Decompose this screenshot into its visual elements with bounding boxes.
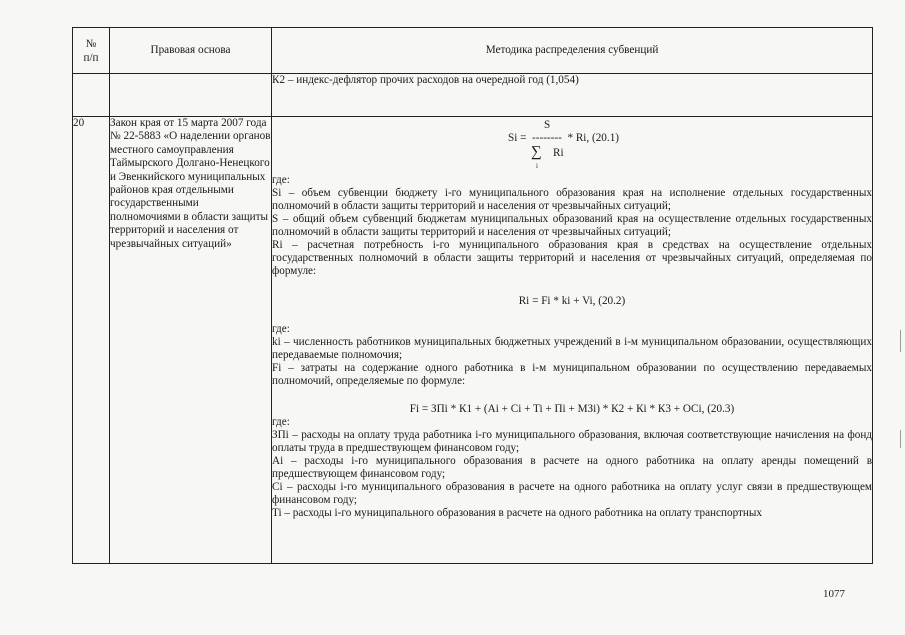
sigma-icon: ∑ bbox=[531, 144, 542, 160]
formula-denominator: Ri bbox=[553, 147, 564, 159]
formula-20-3: Fi = ЗПi * К1 + (Ai + Ci + Ti + Пi + МЗi) * К2 + Кi * К3 + ОСi, (20.3) bbox=[409, 403, 735, 415]
definition-ci: Ci – расходы i-го муниципального образования в расчете на одного работника на оплату услуг связи в предшествующем финансовом году; bbox=[272, 481, 872, 506]
continuation-text: К2 – индекс-дефлятор прочих расходов на очередной год (1,054) bbox=[272, 74, 579, 86]
method-cell bbox=[272, 117, 873, 564]
scan-edge-mark bbox=[900, 330, 901, 352]
gde-label: где: bbox=[272, 174, 290, 186]
header-method: Методика распределения субвенций bbox=[272, 28, 873, 74]
definition-fi: Fi – затраты на содержание одного работника в i-м муниципальном образовании по осуществлению передаваемых полномочий, определяемые по формуле: bbox=[272, 362, 872, 387]
row-num: 20 bbox=[73, 117, 110, 564]
definition-ai: Ai – расходы i-го муниципального образования в расчете на одного работника на оплату аренды помещений в предшествующем финансовом году; bbox=[272, 455, 872, 480]
formula-numerator: S bbox=[544, 119, 551, 131]
subvention-table bbox=[72, 27, 873, 564]
gde-label: где: bbox=[272, 323, 290, 335]
page-number: 1077 bbox=[823, 588, 845, 600]
header-num: № п/п bbox=[73, 28, 110, 74]
formula-20-1 bbox=[272, 117, 872, 174]
definition-ti: Ti – расходы i-го муниципального образования в расчете на одного работника на оплату транспортных bbox=[272, 507, 763, 519]
definition-ki: ki – численность работников муниципальных бюджетных учреждений в i-м муниципальном образовании, осуществляющих передаваемые полномочия; bbox=[272, 336, 872, 361]
formula-sum-index: i bbox=[536, 162, 538, 170]
continuation-num-cell bbox=[73, 74, 110, 117]
formula-fraction-line: Si = -------- * Ri, (20.1) bbox=[508, 132, 620, 144]
definition-zpi: ЗПi – расходы на оплату труда работника i-го муниципального образования, включая соответствующие начисления на фонд оплаты труда в предшествующем финансовом году; bbox=[272, 429, 872, 454]
definition-si: Si – объем субвенции бюджету i-го муниципального образования края на исполнение отдельных государственных полномочий в области защиты территорий и населения от чрезвычайных ситуаций; bbox=[272, 187, 872, 212]
definition-s: S – общий объем субвенций бюджетам муниципальных образований края на осуществление отдельных государственных полномочий в области защиты территорий и населения от чрезвычайных ситуаций; bbox=[272, 213, 872, 238]
table-header-row bbox=[73, 28, 873, 74]
gde-label: где: bbox=[272, 416, 290, 428]
definition-ri: Ri – расчетная потребность i-го муниципального образования края в средствах на осуществление отдельных государственных полномочий в области защиты территорий и населения от чрезвычайных ситуаций, определяемая по формуле: bbox=[272, 239, 872, 277]
header-basis: Правовая основа bbox=[110, 28, 272, 74]
continuation-method-cell bbox=[272, 74, 873, 117]
formula-20-2: Ri = Fi * ki + Vi, (20.2) bbox=[518, 295, 626, 307]
continuation-row bbox=[73, 74, 873, 117]
scan-edge-mark bbox=[900, 430, 901, 448]
legal-basis-text: Закон края от 15 марта 2007 года № 22-5883 «О наделении органов местного самоуправления Таймырского Долгано-Ненецкого и Эвенкийского муниципальных районов края отдельными государственными полномочиями в области защиты территорий и населения от чрезвычайных ситуаций» bbox=[110, 117, 272, 564]
continuation-basis-cell bbox=[110, 74, 272, 117]
table-row-20 bbox=[73, 117, 873, 564]
